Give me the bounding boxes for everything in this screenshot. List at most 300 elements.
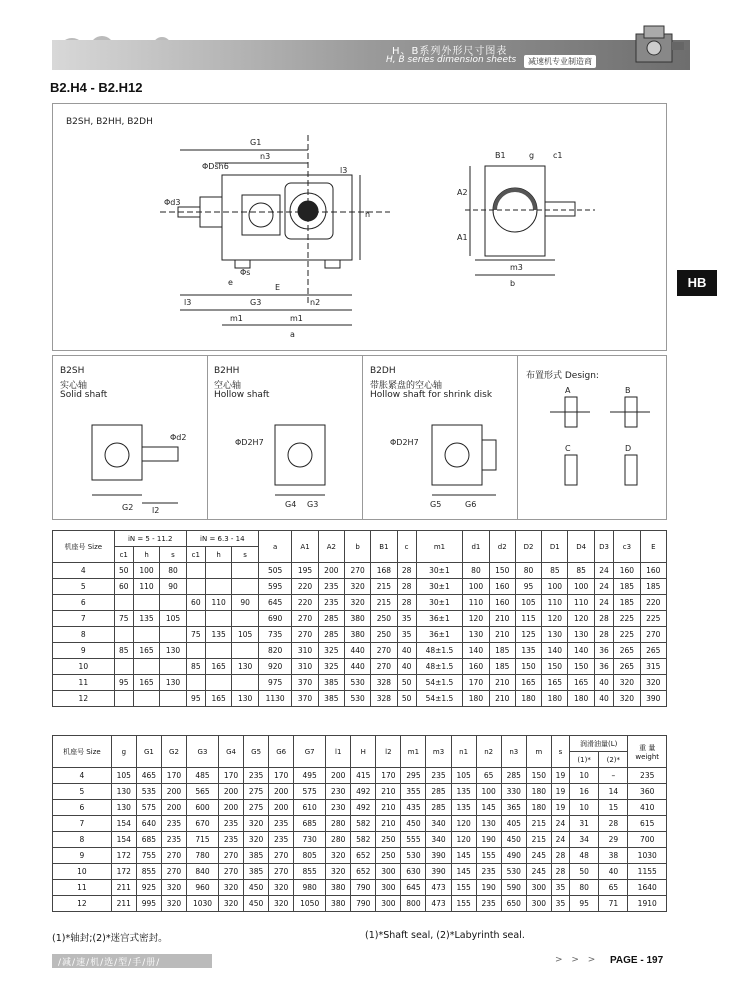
table2-cell: 270 [161,848,186,864]
table2-cell: 31 [570,816,599,832]
table2-head: G5 [244,736,269,768]
table1-cell: 28 [397,563,416,579]
table1-cell [160,691,186,707]
svg-text:G3: G3 [307,500,319,509]
table1-subhead: s [232,547,258,563]
table2-cell: 19 [551,800,569,816]
table2-cell: 340 [426,816,451,832]
table1-head: c3 [614,531,640,563]
table2-cell: 235 [269,816,294,832]
table1-row [53,579,667,595]
table2-cell: 630 [401,864,426,880]
table1-cell: 180 [542,691,568,707]
table1-cell: 30±1 [416,595,463,611]
table2-cell: 14 [599,784,628,800]
table2-head: G3 [187,736,219,768]
table2-head: n2 [476,736,501,768]
table1-cell: 320 [614,675,640,691]
footer-bar [52,954,212,968]
table2-cell: 670 [187,816,219,832]
table2-cell: 270 [161,864,186,880]
table2-cell: 145 [451,864,476,880]
table2-cell: 34 [570,832,599,848]
header-badge: 减速机专业制造商 [524,55,596,68]
table2-cell: 280 [326,832,351,848]
table2-cell: 1640 [628,880,667,896]
table1-cell: 165 [133,643,159,659]
svg-text:h: h [365,210,371,219]
table2-cell: 800 [401,896,426,912]
table1-head: a [258,531,292,563]
table1-cell: 80 [160,563,186,579]
table1-head: b [344,531,370,563]
table2-cell: 275 [244,800,269,816]
table1-cell: 40 [397,643,416,659]
table2-cell: 154 [111,832,136,848]
table2-cell: 28 [551,848,569,864]
table2-row [53,800,667,816]
table2-cell: 200 [161,800,186,816]
table2-cell: 230 [326,800,351,816]
table1-cell: 320 [344,579,370,595]
table1-cell: 385 [318,675,344,691]
table1-head-ratio2: iN = 6.3 - 14 [186,531,258,547]
table2-cell: 473 [426,896,451,912]
table2-cell: 473 [426,880,451,896]
table1-cell: 285 [318,627,344,643]
table2-cell: 24 [551,832,569,848]
table2-head: g [111,736,136,768]
table2-cell: 145 [476,800,501,816]
table1-subhead: c1 [114,547,133,563]
table2-cell: 300 [376,880,401,896]
table2-cell: 790 [351,896,376,912]
table1-cell: 30±1 [416,579,463,595]
table1-cell: 110 [463,595,489,611]
table1-cell: 130 [568,627,594,643]
panel-divider [362,355,363,520]
table2-cell: 210 [376,784,401,800]
table2-cell: 172 [111,848,136,864]
table1-cell: 110 [205,595,231,611]
table2-cell: 300 [526,880,551,896]
table1-cell: 36 [594,659,613,675]
table1-cell: 165 [515,675,541,691]
table1-cell: 7 [53,611,115,627]
table1-cell [186,579,205,595]
table2-cell: 215 [526,816,551,832]
table1-cell: 48±1.5 [416,659,463,675]
table2-cell: 320 [218,880,243,896]
table1-cell: 110 [568,595,594,611]
table2-cell: 300 [526,896,551,912]
table1-cell: 95 [186,691,205,707]
table1-cell: 210 [489,675,515,691]
table2-cell: 11 [53,880,112,896]
table1-cell [205,563,231,579]
table2-cell: 245 [526,848,551,864]
table2-cell: 7 [53,816,112,832]
svg-text:G4: G4 [285,500,297,509]
table1-cell: 265 [640,643,666,659]
table2-head: m [526,736,551,768]
table1-cell: 130 [542,627,568,643]
table2-cell: 285 [426,784,451,800]
table1-cell: 165 [542,675,568,691]
table2-cell: 565 [187,784,219,800]
table2-cell: 1155 [628,864,667,880]
table2-cell: 180 [526,784,551,800]
table1-cell: 120 [542,611,568,627]
table1-cell: 100 [568,579,594,595]
table2-cell: 65 [599,880,628,896]
design-layout-drawing [540,385,660,510]
table2-cell: 245 [526,864,551,880]
table2-cell: 385 [244,848,269,864]
table2-row [53,896,667,912]
table2-cell: 652 [351,864,376,880]
table1-cell: 140 [568,643,594,659]
table2-cell: 235 [244,768,269,784]
table1-cell: 105 [160,611,186,627]
table2-cell: 1910 [628,896,667,912]
table1-head: D2 [515,531,541,563]
table2-cell: 1050 [294,896,326,912]
table1-cell: 36±1 [416,611,463,627]
table1-cell: 370 [292,675,318,691]
table2-cell: 120 [451,816,476,832]
table2-cell: 235 [476,896,501,912]
table1-cell: 50 [397,691,416,707]
svg-text:G6: G6 [465,500,477,509]
svg-text:Φd2: Φd2 [170,433,187,442]
table2-cell: 600 [187,800,219,816]
table1-cell [114,595,133,611]
svg-text:n3: n3 [260,152,271,161]
table2-cell: 320 [218,896,243,912]
table1-cell: 270 [371,643,397,659]
table2-cell: 28 [551,864,569,880]
table2-cell: 805 [294,848,326,864]
table1-cell: 195 [292,563,318,579]
table1-cell: 50 [397,675,416,691]
table1-cell: 285 [318,611,344,627]
table2-row [53,848,667,864]
panel-hollow-cn: 空心轴 [214,381,242,391]
table2-cell: 582 [351,816,376,832]
table2-cell: 24 [551,816,569,832]
svg-text:Φd3: Φd3 [164,198,181,207]
table2-cell: 200 [218,800,243,816]
table1-cell: 90 [232,595,258,611]
table2-head: m1 [401,736,426,768]
table1-cell: 185 [640,579,666,595]
table1-cell: 690 [258,611,292,627]
table1-head: E [640,531,666,563]
table1-cell: 48±1.5 [416,643,463,659]
table1-head: D1 [542,531,568,563]
table1-cell: 270 [292,611,318,627]
table2-subhead-oil2: (2)* [599,752,628,768]
table1-cell: 320 [640,675,666,691]
table2-cell: 685 [136,832,161,848]
table2-cell: 250 [376,832,401,848]
table1-cell [160,627,186,643]
table1-cell [186,675,205,691]
table1-cell: 30±1 [416,563,463,579]
table1-cell: 220 [640,595,666,611]
table1-cell: 135 [133,611,159,627]
table2-cell: 450 [244,896,269,912]
table1-cell: 36±1 [416,627,463,643]
svg-text:b: b [510,279,516,288]
table1-cell: 130 [232,691,258,707]
table2-cell: 35 [551,880,569,896]
table2-cell: 270 [269,848,294,864]
table2-cell: 235 [161,816,186,832]
table2-cell: 535 [136,784,161,800]
table1-cell: 160 [640,563,666,579]
svg-text:a: a [290,330,295,339]
svg-text:D: D [625,444,632,453]
page-number: PAGE - 197 [610,955,664,966]
table1-head-size: 机座号 Size [53,531,115,563]
table1-cell: 80 [463,563,489,579]
table1-cell: 168 [371,563,397,579]
table1-cell: 215 [371,579,397,595]
table2-cell: 330 [501,784,526,800]
table1-cell: 54±1.5 [416,691,463,707]
table2-cell: 320 [161,880,186,896]
table2-head: l2 [376,736,401,768]
table2-cell: 925 [136,880,161,896]
svg-text:m3: m3 [510,263,523,272]
svg-text:g: g [529,151,535,160]
table1-cell [205,675,231,691]
table2-cell: 575 [136,800,161,816]
table1-cell: 250 [371,627,397,643]
table2-cell: 685 [294,816,326,832]
table1-head: D4 [568,531,594,563]
table2-cell: 38 [599,848,628,864]
table2-cell: 190 [476,832,501,848]
svg-text:ΦD2H7: ΦD2H7 [390,438,419,447]
table1-cell: 95 [515,579,541,595]
table2-cell: 40 [599,864,628,880]
panel-hollow-code: B2HH [214,366,240,376]
table1-cell: 390 [640,691,666,707]
table1-cell [114,659,133,675]
table2-cell: 495 [294,768,326,784]
table1-cell: 595 [258,579,292,595]
table1-cell [205,611,231,627]
table2-cell: 320 [269,896,294,912]
table1-cell [232,579,258,595]
table1-head: A1 [292,531,318,563]
table1-cell: 75 [186,627,205,643]
table2-cell: 235 [269,832,294,848]
table1-cell [205,643,231,659]
svg-text:l2: l2 [152,506,160,515]
table1-cell: 35 [397,611,416,627]
table1-cell: 225 [614,627,640,643]
table1-cell: 140 [542,643,568,659]
table1-cell: 24 [594,563,613,579]
table1-cell: 265 [614,643,640,659]
table2-cell: 150 [526,768,551,784]
table1-cell: 85 [568,563,594,579]
table2-cell: 385 [244,864,269,880]
table2-cell: 380 [326,896,351,912]
table1-cell: 440 [344,659,370,675]
table2-cell: 250 [376,848,401,864]
table1-cell: 440 [344,643,370,659]
table2-cell: 155 [451,880,476,896]
table1-cell: 35 [397,627,416,643]
table1-cell: 165 [205,691,231,707]
table2-cell: 5 [53,784,112,800]
table2-cell: 980 [294,880,326,896]
table2-cell: 450 [244,880,269,896]
table2-cell: 105 [451,768,476,784]
table2-cell: 155 [451,896,476,912]
panel-solid-cn: 实心轴 [60,381,88,391]
table1-cell: 85 [542,563,568,579]
panel-divider [517,355,518,520]
svg-text:n2: n2 [310,298,321,307]
table1-subhead: h [133,547,159,563]
table1-cell: 85 [114,643,133,659]
table2-row [53,880,667,896]
table1-cell: 60 [114,579,133,595]
table1-cell: 28 [594,611,613,627]
table2-head: G6 [269,736,294,768]
table2-cell: 355 [401,784,426,800]
table1-cell: 120 [463,611,489,627]
table2-cell: 50 [570,864,599,880]
table1-cell: 310 [292,643,318,659]
table1-cell: 135 [515,643,541,659]
table2-cell: 230 [326,784,351,800]
table2-cell: 210 [376,800,401,816]
table1-cell: 235 [318,579,344,595]
svg-text:E: E [275,283,281,292]
table1-head-ratio1: iN = 5 - 11.2 [114,531,186,547]
svg-text:A1: A1 [457,233,468,242]
table2-head: G4 [218,736,243,768]
table1-cell: 54±1.5 [416,675,463,691]
table1-cell: 380 [344,627,370,643]
table2-cell: 530 [501,864,526,880]
table1-row [53,563,667,579]
table2-cell: 285 [426,800,451,816]
table1-cell: 370 [292,691,318,707]
table1-cell: 80 [515,563,541,579]
table2-cell: 135 [451,784,476,800]
table2-cell: 485 [187,768,219,784]
svg-text:ΦD2H7: ΦD2H7 [235,438,264,447]
table1-cell [114,627,133,643]
table1-cell: 210 [489,691,515,707]
table1-cell: 325 [318,643,344,659]
table1-cell: 24 [594,595,613,611]
table1-cell: 28 [594,627,613,643]
table2-cell: 645 [401,880,426,896]
svg-text:m1: m1 [230,314,243,323]
table1-row [53,595,667,611]
table2-cell: 960 [187,880,219,896]
table1-cell: 130 [232,659,258,675]
table2-head: H [351,736,376,768]
main-gearbox-drawing [160,125,400,345]
table2-cell: 285 [501,768,526,784]
table1-cell: 130 [160,675,186,691]
table2-cell: 35 [551,896,569,912]
table2-cell: 995 [136,896,161,912]
table1-cell: 225 [640,611,666,627]
table1-cell: 150 [489,563,515,579]
table2-row [53,768,667,784]
table2-cell: 610 [294,800,326,816]
panel-shrink-cn: 带胀紧盘的空心轴 [370,381,443,391]
table1-cell: 160 [463,659,489,675]
table1-cell: 225 [614,611,640,627]
table2-cell: 235 [426,768,451,784]
table2-cell: 450 [501,832,526,848]
table1-cell: 105 [515,595,541,611]
panel-shrink-code: B2DH [370,366,396,376]
table2-cell: 640 [136,816,161,832]
table2-head: G7 [294,736,326,768]
table2-cell: 105 [111,768,136,784]
table1-cell: 150 [515,659,541,675]
table2-cell: 320 [326,864,351,880]
table2-cell: 10 [570,800,599,816]
panel-solid-en: Solid shaft [60,390,108,400]
table2-cell: 211 [111,880,136,896]
table2-cell: 780 [187,848,219,864]
table2-header-row [53,736,667,752]
table1-cell: 220 [292,579,318,595]
table2-cell: 410 [628,800,667,816]
table2-cell: – [599,768,628,784]
table1-head: d1 [463,531,489,563]
table1-cell: 265 [614,659,640,675]
table1-cell: 160 [489,579,515,595]
header-title-en: H, B series dimension sheets [386,55,517,65]
table1-cell: 8 [53,627,115,643]
table1-cell: 328 [371,675,397,691]
main-drawing-title: B2SH, B2HH, B2DH [66,117,153,127]
table1-cell: 200 [318,563,344,579]
svg-text:C: C [565,444,571,453]
table1-cell: 28 [397,595,416,611]
svg-text:B: B [625,386,631,395]
table2-cell: 48 [570,848,599,864]
table2-cell: 650 [501,896,526,912]
table2-cell: 1030 [628,848,667,864]
table1-cell: 110 [542,595,568,611]
table1-row [53,659,667,675]
hollow-shaft-drawing [235,415,355,515]
table2-cell: 200 [269,784,294,800]
table1-cell: 100 [542,579,568,595]
table1-head: m1 [416,531,463,563]
table2-cell: 390 [426,864,451,880]
table2-cell: 855 [294,864,326,880]
table2-cell: 170 [161,768,186,784]
table1-cell: 50 [114,563,133,579]
